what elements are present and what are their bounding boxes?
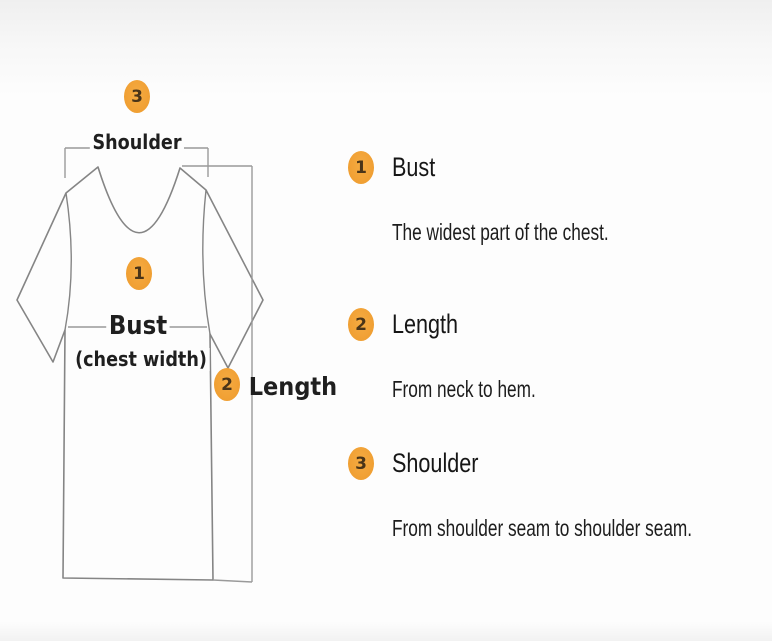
legend-title-bust: Bust — [392, 152, 436, 182]
diagram-length-label: Length — [248, 372, 338, 401]
marker-3-shoulder — [124, 80, 150, 113]
legend-badge-3-number: 3 — [355, 453, 367, 474]
marker-2-length — [214, 368, 240, 401]
legend-desc-length: From neck to hem. — [392, 376, 536, 402]
legend-badge-2-number: 2 — [355, 314, 367, 335]
diagram-shoulder-label: Shoulder — [90, 130, 184, 154]
legend-desc-bust: The widest part of the chest. — [392, 219, 609, 245]
legend-badge-1 — [348, 151, 374, 184]
marker-1-bust — [126, 257, 152, 290]
diagram-chest-width-label: (chest width) — [72, 348, 209, 371]
legend-desc-shoulder: From shoulder seam to shoulder seam. — [392, 515, 693, 541]
marker-2-number: 2 — [221, 374, 233, 395]
legend-item-bust — [348, 151, 768, 246]
legend-item-length — [348, 308, 768, 403]
legend-title-length: Length — [392, 309, 459, 339]
tshirt-diagram — [0, 0, 340, 641]
legend-badge-2 — [348, 308, 374, 341]
legend-title-shoulder: Shoulder — [392, 448, 479, 478]
marker-3-number: 3 — [131, 86, 143, 107]
legend-item-shoulder — [348, 447, 768, 542]
legend-badge-3 — [348, 447, 374, 480]
marker-1-number: 1 — [133, 263, 145, 284]
diagram-bust-label: Bust — [106, 310, 170, 342]
legend-badge-1-number: 1 — [355, 157, 367, 178]
